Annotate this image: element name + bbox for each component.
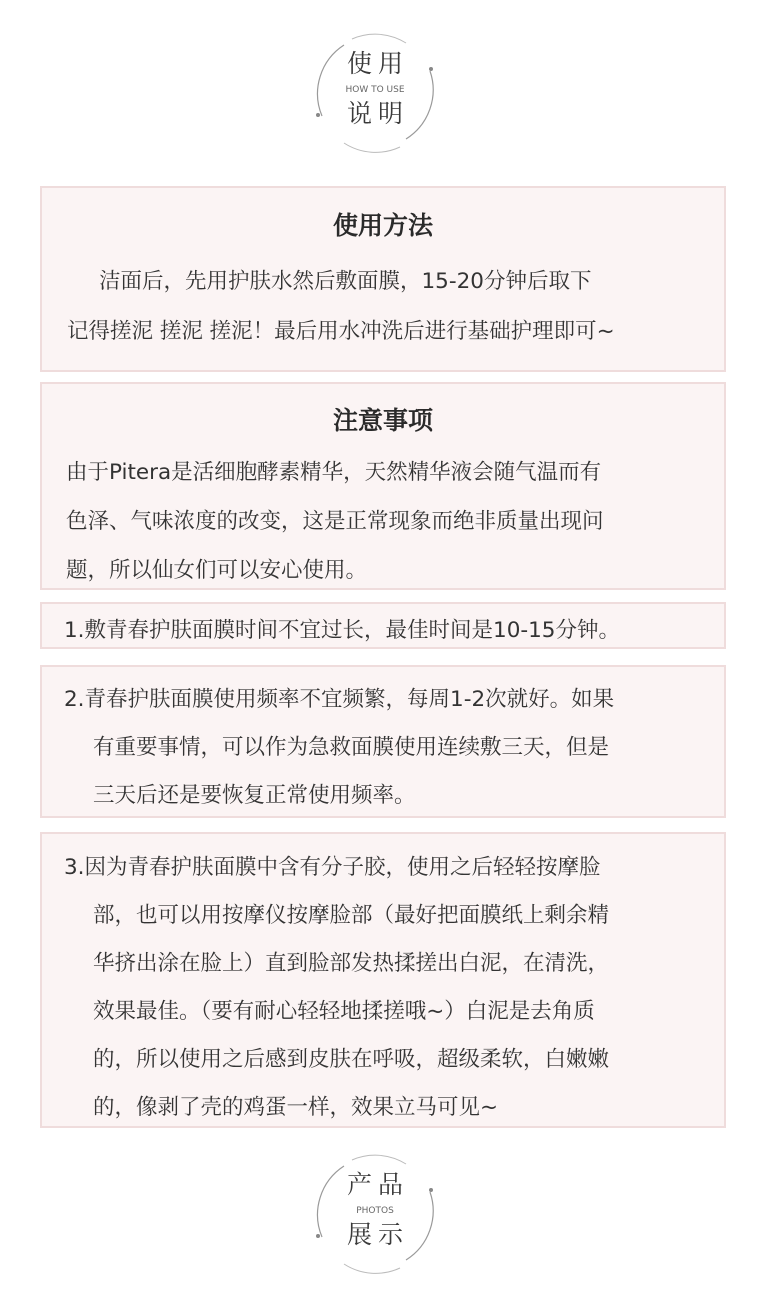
text-line: 效果最佳。（要有耐心轻轻地揉搓哦~）白泥是去角质 (93, 999, 595, 1024)
text-line: 1.敷青春护肤面膜时间不宜过长，最佳时间是10-15分钟。 (64, 618, 620, 643)
how-to-use-badge (314, 31, 436, 153)
text-line: 三天后还是要恢复正常使用频率。 (93, 783, 416, 808)
text-line: 的，像剥了壳的鸡蛋一样，效果立马可见~ (93, 1095, 499, 1120)
badge-subtitle: HOW TO USE (345, 85, 405, 95)
text-line: 有重要事情，可以作为急救面膜使用连续敷三天，但是 (93, 735, 610, 760)
product-photos-badge (314, 1152, 436, 1274)
badge-title-top: 产品 (346, 1170, 409, 1199)
tip-2-section (40, 665, 726, 818)
usage-method-section (40, 186, 726, 372)
badge-title-bottom: 展示 (346, 1220, 409, 1249)
text-line: 华挤出涂在脸上）直到脸部发热揉搓出白泥，在清洗， (93, 951, 610, 976)
badge-title-top: 使用 (346, 49, 409, 78)
text-line: 色泽、气味浓度的改变，这是正常现象而绝非质量出现问 (66, 509, 604, 534)
section-title: 注意事项 (332, 406, 433, 435)
badge-title-bottom: 说明 (346, 99, 409, 128)
section-title: 使用方法 (332, 211, 433, 240)
text-line: 洁面后，先用护肤水然后敷面膜，15-20分钟后取下 (99, 269, 592, 294)
notice-section (40, 382, 726, 590)
tip-1-section (40, 602, 726, 649)
text-line: 记得搓泥 搓泥 搓泥！最后用水冲洗后进行基础护理即可~ (67, 319, 615, 344)
text-line: 的，所以使用之后感到皮肤在呼吸，超级柔软，白嫩嫩 (93, 1047, 610, 1072)
text-line: 题，所以仙女们可以安心使用。 (66, 558, 368, 583)
text-line: 2.青春护肤面膜使用频率不宜频繁，每周1-2次就好。如果 (64, 687, 615, 712)
text-line: 3.因为青春护肤面膜中含有分子胶，使用之后轻轻按摩脸 (64, 855, 601, 880)
text-line: 部，也可以用按摩仪按摩脸部（最好把面膜纸上剩余精 (93, 903, 610, 928)
badge-subtitle: PHOTOS (356, 1206, 394, 1216)
tip-3-section (40, 832, 726, 1128)
text-line: 由于Pitera是活细胞酵素精华，天然精华液会随气温而有 (66, 460, 602, 485)
